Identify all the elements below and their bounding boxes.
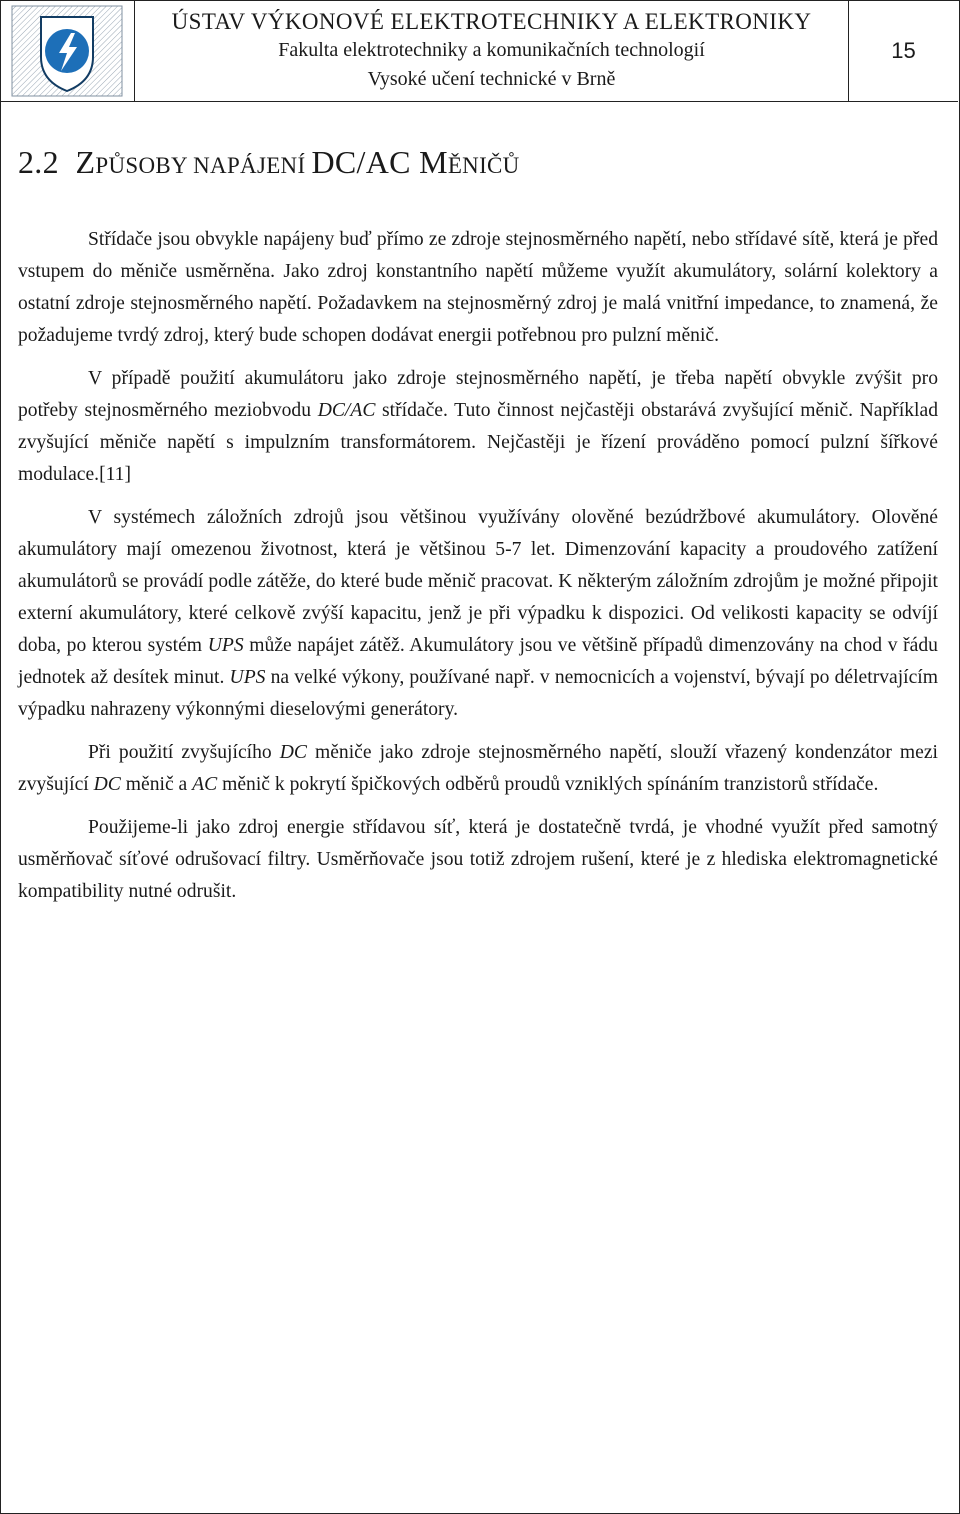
paragraph-4-text-d: měnič k pokrytí špičkových odběrů proudů vzniklých spínáním tranzistorů střídače. <box>217 774 879 795</box>
faculty-name: Fakulta elektrotechniky a komunikačních technologií <box>278 39 705 61</box>
section-title-dcac: DC/AC <box>311 144 411 180</box>
paragraph-4-term-1: DC <box>279 742 307 763</box>
paragraph-3-text-b: může napájet zátěž. Akumulátory jsou ve většině případů dimenzovány na chod v řádu jednotek až desítek minut. <box>18 635 938 688</box>
header-title-cell <box>135 0 849 101</box>
section-heading <box>18 144 520 181</box>
paragraph-4-text-b: měniče jako zdroje stejnosměrného napětí, slouží vřazený kondenzátor mezi zvyšující <box>18 742 938 795</box>
paragraph-1: Střídače jsou obvykle napájeny buď přímo ze zdroje stejnosměrného napětí, nebo střídavé sítě, která je před vstupem do měniče usměrněna. Jako zdroj konstantního napětí můžeme využít akumulátory, solární kolektory a ostatní zdroje stejnosměrného napětí. Požadavkem na stejnosměrný zdroj je malá vnitřní impedance, to znamená, že požadujeme tvrdý zdroj, který bude schopen dodávat energii potřebnou pro pulzní měnič. <box>18 229 938 346</box>
university-name: Vysoké učení technické v Brně <box>367 68 616 90</box>
paragraph-3-text-a: V systémech záložních zdrojů jsou většinou využívány olověné bezúdržbové akumulátory. Olověné akumulátory mají omezenou životnost, která je většinou 5-7 let. Dimenzování kapacity a proudového zatížení akumulátorů se provádí podle zátěže, do které bude měnič pracovat. K některým záložním zdrojům je možné připojit externí akumulátory, které celkově zvýší kapacitu, jenž je při výpadku k dispozici. Od velikosti kapacity se odvíjí doba, po kterou systém <box>18 507 938 656</box>
section-title-m: M <box>410 144 448 180</box>
paragraph-2 <box>18 363 938 491</box>
page-header <box>0 0 958 102</box>
section-title-initial: Z <box>75 144 96 180</box>
faculty-logo-icon <box>11 5 123 97</box>
paragraph-2-text-b: střídače. Tuto činnost nejčastěji obstarává zvyšující měnič. Například zvyšující měniče napětí s impulzním transformátorem. Nejčastěji je řízení prováděno pomocí pulzní šířkové modulace.[11] <box>18 400 938 485</box>
section-title-part2: ĚNIČŮ <box>447 153 520 178</box>
paragraph-2-term: DC/AC <box>317 400 376 421</box>
paragraph-2-text-a: V případě použití akumulátoru jako zdroje stejnosměrného napětí, je třeba napětí obvykle zvýšit pro potřeby stejnosměrného meziobvodu <box>18 368 938 421</box>
page-number: 15 <box>891 37 916 63</box>
paragraph-4-term-3: AC <box>192 774 218 795</box>
paragraph-5: Použijeme-li jako zdroj energie střídavou síť, která je dostatečně tvrdá, je vhodné využít před samotný usměrňovač síťové odrušovací filtry. Usměrňovače jsou totiž zdrojem rušení, které je z hlediska elektromagnetické kompatibility nutné odrušit. <box>18 817 938 902</box>
paragraph-4 <box>18 737 938 801</box>
body-text <box>18 224 938 919</box>
section-title-part1: PŮSOBY NAPÁJENÍ <box>95 153 312 178</box>
institute-name: ÚSTAV VÝKONOVÉ ELEKTROTECHNIKY A ELEKTRONIKY <box>171 9 812 34</box>
paragraph-3-term-1: UPS <box>207 635 244 656</box>
paragraph-3 <box>18 502 938 726</box>
paragraph-3-term-2: UPS <box>229 667 266 688</box>
section-number: 2.2 <box>18 144 59 180</box>
paragraph-3-text-c: na velké výkony, používané např. v nemocnicích a vojenství, bývají po déletrvajícím výpadku nahrazeny výkonnými dieselovými generátory. <box>18 667 938 720</box>
logo-cell <box>0 0 135 101</box>
paragraph-4-term-2: DC <box>93 774 121 795</box>
paragraph-4-text-a: Při použití zvyšujícího <box>88 742 280 763</box>
paragraph-4-text-c: měnič a <box>120 774 193 795</box>
